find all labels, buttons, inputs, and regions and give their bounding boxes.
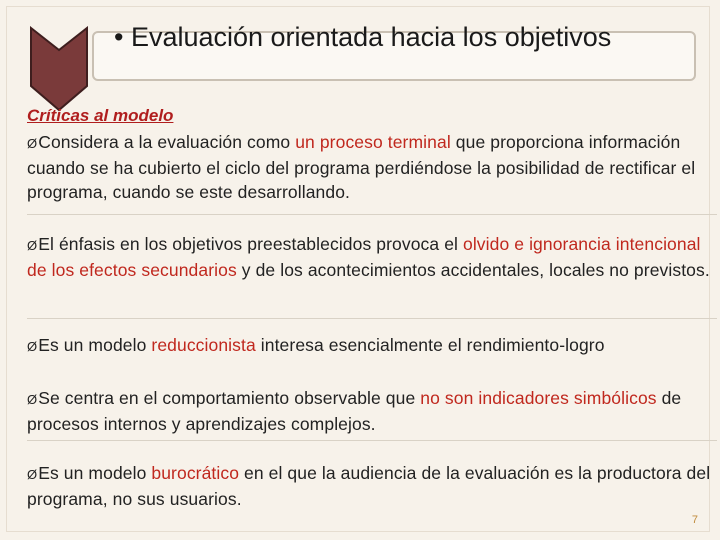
bullet-arrow-icon: Ø: [27, 339, 38, 354]
item-text: Es un modelo: [38, 335, 152, 355]
bullet-arrow-icon: Ø: [27, 392, 38, 407]
item-text: interesa esencialmente el rendimiento-logro: [255, 335, 605, 355]
critique-item-1: [27, 130, 715, 204]
item-text: Es un modelo: [38, 463, 152, 483]
critique-item-4: [27, 386, 715, 436]
item-highlight: reduccionista: [151, 335, 256, 355]
item-text: Considera a la evaluación como: [38, 132, 296, 152]
item-text: y de los acontecimientos accidentales, locales no previstos.: [236, 260, 710, 280]
item-text: en el que la audiencia de la evaluación es la productora del programa, no sus usuarios.: [27, 463, 711, 509]
bullet-arrow-icon: Ø: [27, 238, 38, 253]
page-number: 7: [691, 514, 698, 526]
item-highlight: un proceso terminal: [295, 132, 451, 152]
section-subtitle: Críticas al modelo: [27, 106, 174, 125]
critique-item-2: [27, 232, 715, 282]
separator: [27, 440, 717, 441]
critique-item-3: [27, 333, 715, 359]
item-text: El énfasis en los objetivos preestablecidos provoca el: [38, 234, 463, 254]
bullet-arrow-icon: Ø: [27, 467, 38, 482]
item-text: de procesos internos y aprendizajes complejos.: [27, 388, 682, 434]
critique-item-5: [27, 461, 715, 511]
slide-title: • Evaluación orientada hacia los objetivos: [114, 22, 612, 52]
separator: [27, 318, 717, 319]
item-text: Se centra en el comportamiento observable que: [38, 388, 421, 408]
item-highlight: olvido e ignorancia intencional de los efectos secundarios: [27, 234, 701, 280]
item-highlight: burocrático: [151, 463, 240, 483]
item-highlight: no son indicadores simbólicos: [420, 388, 657, 408]
bullet-arrow-icon: Ø: [27, 136, 38, 151]
separator: [27, 214, 717, 215]
chevron-down-icon: [28, 26, 90, 112]
item-text: que proporciona información cuando se ha cubierto el ciclo del programa perdiéndose la posibilidad de rectificar el programa, cuando se este desarrollando.: [27, 132, 696, 202]
